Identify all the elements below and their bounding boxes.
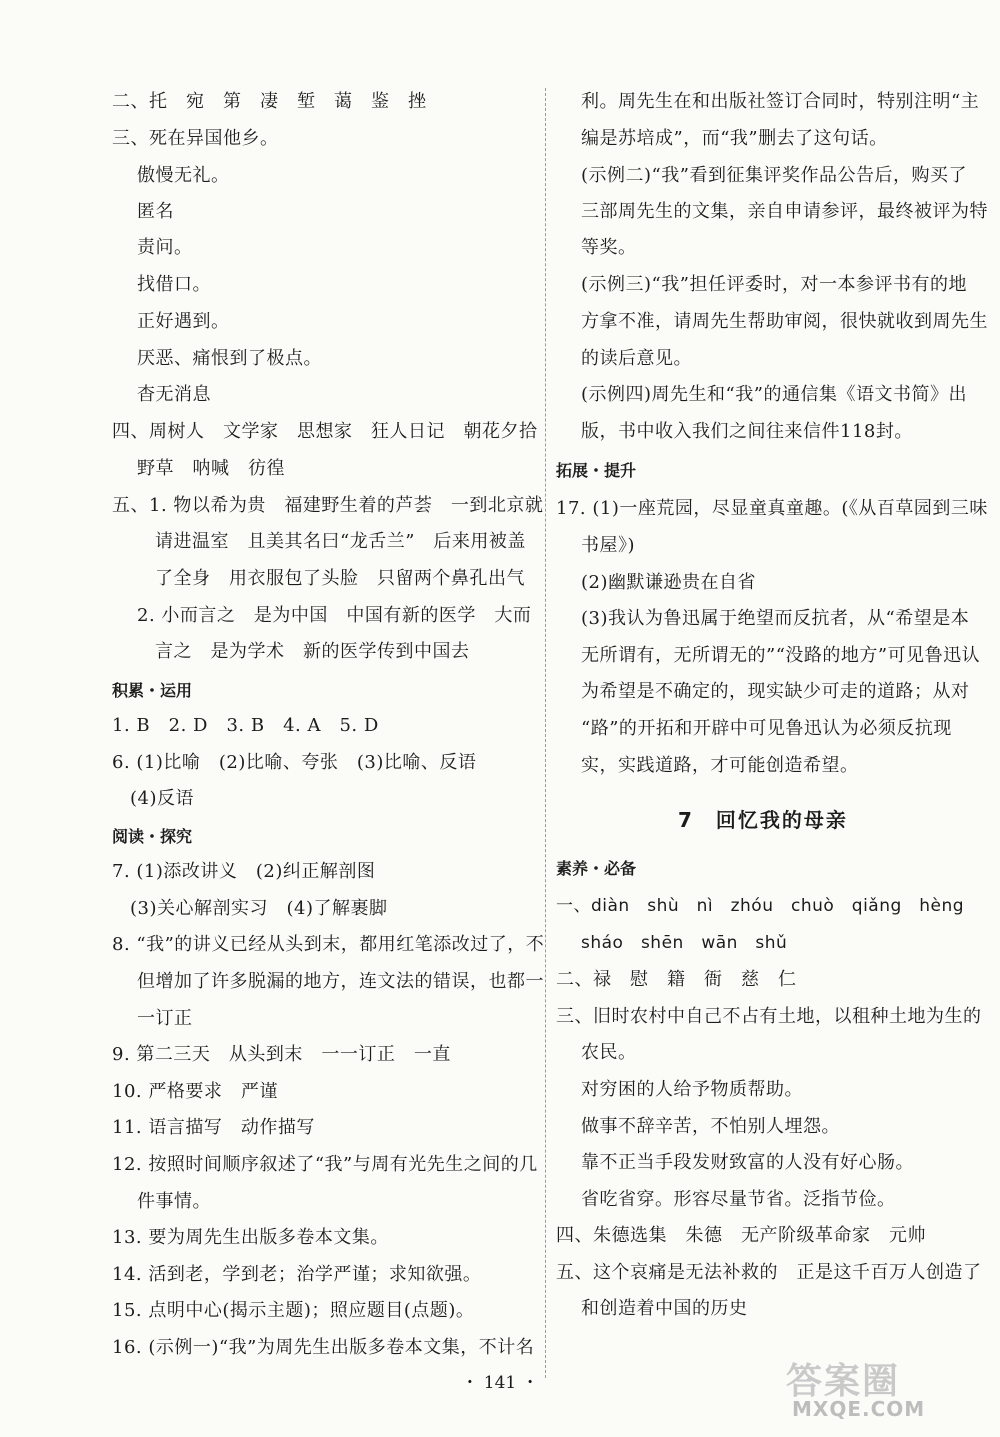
answer-line: 五、1. 物以希为贵 福建野生着的芦荟 一到北京就 [112,495,544,516]
answer-line: 17. (1)一座荒园，尽显童真童趣。(《从百草园到三味 [556,498,988,519]
chapter-title: 7 回忆我的母亲 [678,808,848,832]
answer-line: 14. 活到老，学到老；治学严谨；求知欲强。 [112,1264,482,1285]
answer-line: 11. 语言描写 动作描写 [112,1117,315,1138]
answer-line: 15. 点明中心(揭示主题)；照应题目(点题)。 [112,1300,475,1321]
column-divider [545,88,546,1378]
answer-line: 四、朱德选集 朱德 无产阶级革命家 元帅 [556,1225,926,1246]
watermark-url: MXQE.COM [792,1397,926,1421]
answer-line: 件事情。 [137,1191,211,1212]
answer-line: 请进温室 且美其名曰“龙舌兰” 后来用被盖 [155,531,526,552]
watermark-logo [782,1353,982,1425]
answer-line: 9. 第二三天 从头到末 一一订正 一直 [112,1044,451,1065]
section-heading-jilei: 积累・运用 [112,681,193,700]
pinyin-line: 一、diàn shù nì zhóu chuò qiǎng hèng [556,896,965,916]
answer-line: 13. 要为周先生出版多卷本文集。 [112,1227,389,1248]
answer-line: (3)关心解剖实习 (4)了解裹脚 [130,898,388,919]
answer-line: (3)我认为鲁迅属于绝望而反抗者，从“希望是本 [581,608,970,629]
answer-line: 编是苏培成”，而“我”删去了这句话。 [581,128,888,149]
answer-line: 靠不正当手段发财致富的人没有好心肠。 [581,1152,914,1173]
answer-line: 书屋》) [581,535,636,556]
answer-line: 12. 按照时间顺序叙述了“我”与周有光先生之间的几 [112,1154,538,1175]
answer-line: (示例二)“我”看到征集评奖作品公告后，购买了 [581,165,967,186]
answer-line: 傲慢无礼。 [137,165,230,186]
answer-line: 三、旧时农村中自己不占有土地，以租种土地为生的 [556,1006,982,1027]
answer-line: 二、托 宛 第 凄 堑 蔼 鉴 挫 [112,91,427,112]
answer-line: (4)反语 [130,788,194,809]
answer-line: 版，书中收入我们之间往来信件118封。 [581,421,913,442]
answer-line: 1. B 2. D 3. B 4. A 5. D [112,715,379,736]
answer-line: 匿名 [137,201,174,222]
section-heading-tuozhan: 拓展・提升 [556,461,637,480]
answer-line: 6. (1)比喻 (2)比喻、夸张 (3)比喻、反语 [112,752,477,773]
answer-line: 省吃省穿。形容尽量节省。泛指节俭。 [581,1189,896,1210]
answer-line: 杳无消息 [137,384,211,405]
answer-line: 利。周先生在和出版社签订合同时，特别注明“主 [581,91,980,112]
answer-line: 等奖。 [581,237,637,258]
answer-line: 五、这个哀痛是无法补救的 正是这千百万人创造了 [556,1262,982,1283]
answer-line: 方拿不准，请周先生帮助审阅，很快就收到周先生 [581,311,988,332]
answer-line: 但增加了许多脱漏的地方，连文法的错误，也都一 [137,971,544,992]
answer-line: “路”的开拓和开辟中可见鲁迅认为必须反抗现 [581,718,952,739]
watermark-logo-text: 答案圈 [786,1361,901,1402]
answer-line: 三、死在异国他乡。 [112,128,279,149]
section-heading-suyang: 素养・必备 [556,859,637,878]
answer-line: 了全身 用衣服包了头脸 只留两个鼻孔出气 [155,568,525,589]
answer-line: 责问。 [137,237,193,258]
answer-line: 无所谓有，无所谓无的”“没路的地方”可见鲁迅认 [581,645,981,666]
answer-line: 野草 呐喊 彷徨 [137,458,285,479]
answer-line: 三部周先生的文集，亲自申请参评，最终被评为特 [581,201,988,222]
answer-line: 8. “我”的讲义已经从头到末，都用红笔添改过了，不 [112,934,545,955]
answer-line: 厌恶、痛恨到了极点。 [137,348,322,369]
answer-line: 的读后意见。 [581,348,692,369]
answer-line: 正好遇到。 [137,311,230,332]
answer-line: (2)幽默谦逊贵在自省 [581,572,756,593]
answer-line: (示例三)“我”担任评委时，对一本参评书有的地 [581,274,967,295]
answer-line: 二、禄 慰 籍 衙 慈 仁 [556,969,797,990]
page-number: ・ 141 ・ [461,1373,539,1393]
answer-line: 一订正 [137,1008,193,1029]
answer-line: 2. 小而言之 是为中国 中国有新的医学 大而 [137,605,532,626]
answer-line: 7. (1)添改讲义 (2)纠正解剖图 [112,861,376,882]
answer-line: 找借口。 [137,274,211,295]
answer-line: 对穷困的人给予物质帮助。 [581,1079,803,1100]
answer-line: (示例四)周先生和“我”的通信集《语文书简》出 [581,384,967,405]
answer-line: 实，实践道路，才可能创造希望。 [581,755,859,776]
answer-line: 10. 严格要求 严谨 [112,1081,278,1102]
answer-line: 做事不辞辛苦，不怕别人埋怨。 [581,1116,840,1137]
answer-line: 和创造着中国的历史 [581,1298,748,1319]
answer-line: 四、周树人 文学家 思想家 狂人日记 朝花夕拾 [112,421,538,442]
section-heading-yuedu: 阅读・探究 [112,827,193,846]
answer-line: 为希望是不确定的，现实缺少可走的道路；从对 [581,681,970,702]
pinyin-line: sháo shēn wān shǔ [581,933,788,953]
answer-line: 16. (示例一)“我”为周先生出版多卷本文集，不计名 [112,1337,535,1358]
answer-line: 言之 是为学术 新的医学传到中国去 [155,641,470,662]
answer-line: 农民。 [581,1042,637,1063]
